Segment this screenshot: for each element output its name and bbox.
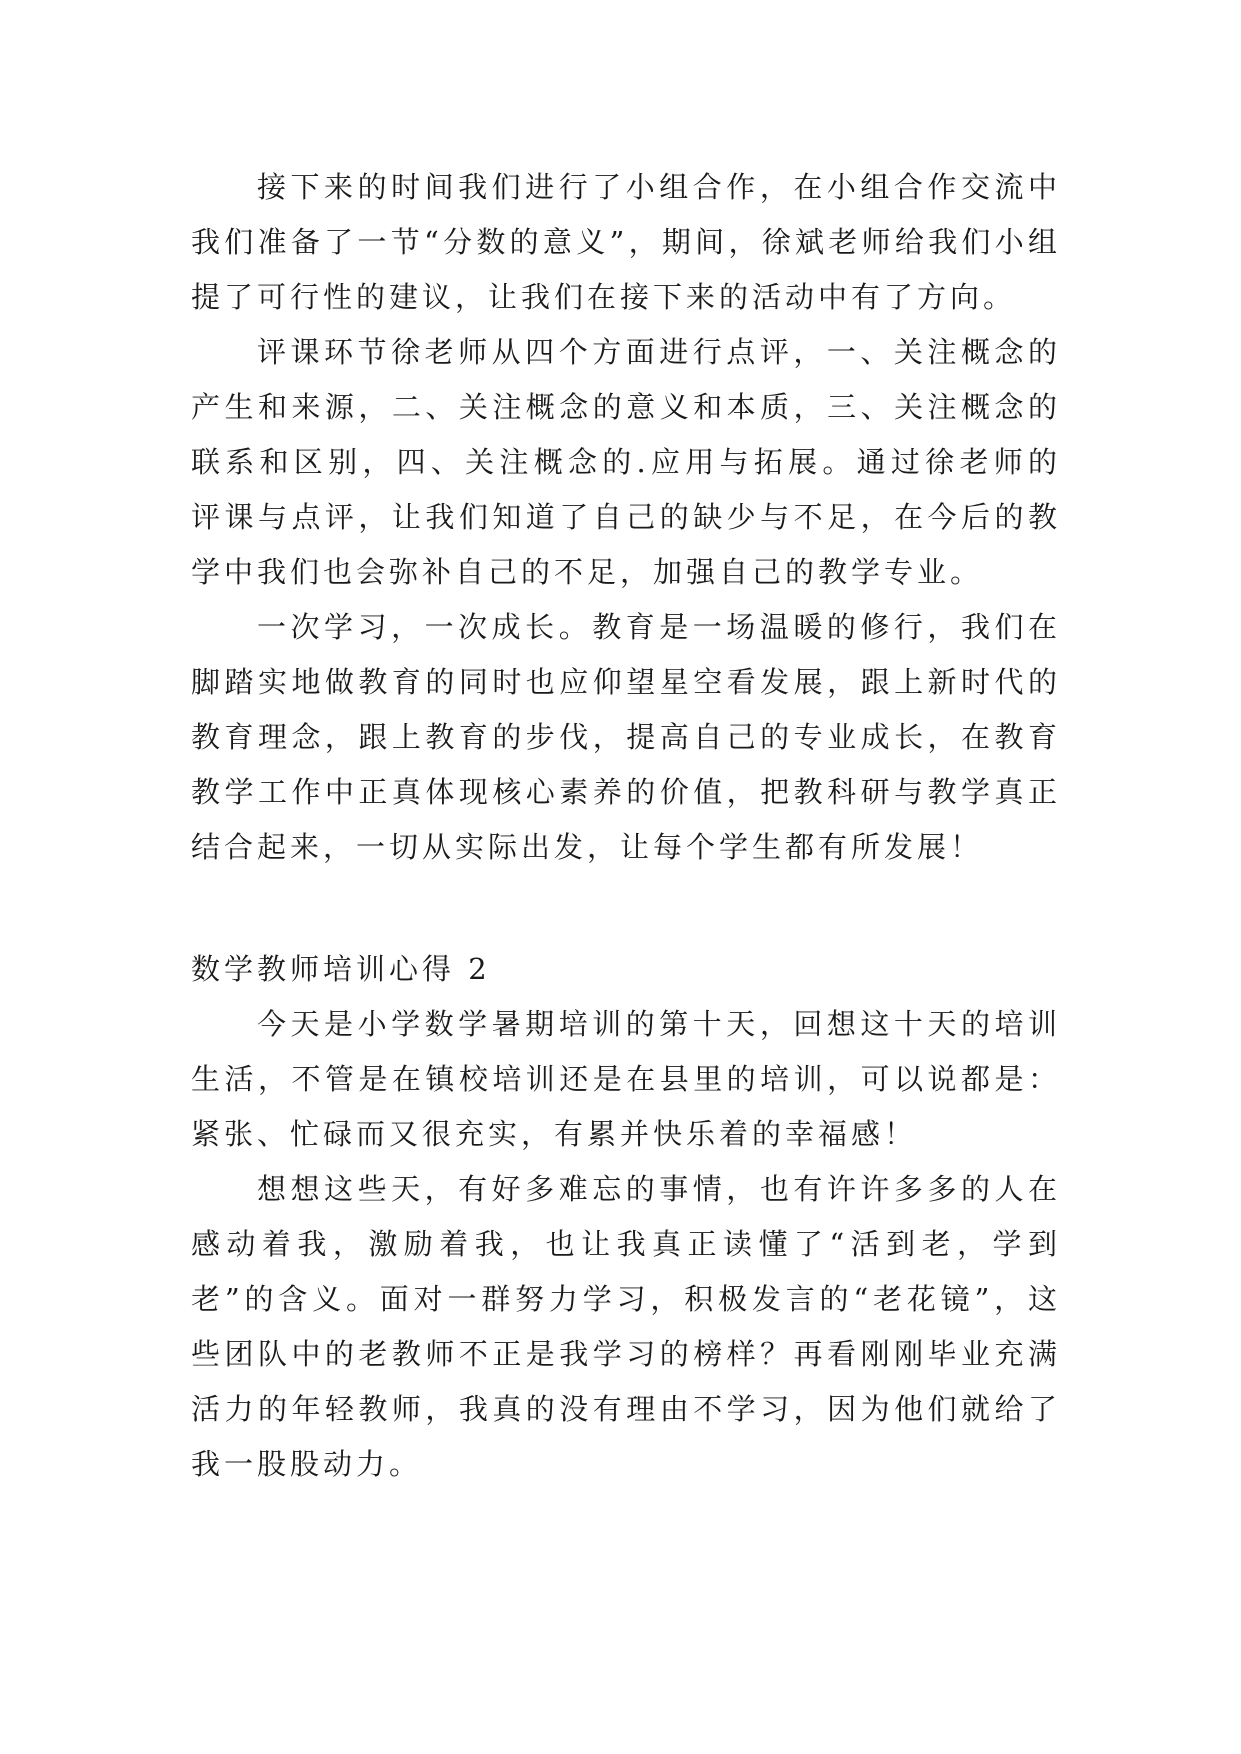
- paragraph-growth: 一次学习，一次成长。教育是一场温暖的修行，我们在脚踏实地做教育的同时也应仰望星空看发展，跟上新时代的教育理念，跟上教育的步伐，提高自己的专业成长，在教育教学工作中正真体现核心素养的价值，把教科研与教学真正结合起来，一切从实际出发，让每个学生都有所发展！: [191, 610, 1061, 864]
- paragraph-reflection: 想想这些天，有好多难忘的事情，也有许许多多的人在感动着我，激励着我，也让我真正读懂了“活到老，学到老”的含义。面对一群努力学习，积极发言的“老花镜”，这些团队中的老教师不正是我学习的榜样？再看刚刚毕业充满活力的年轻教师，我真的没有理由不学习，因为他们就给了我一股股动力。: [191, 1172, 1061, 1481]
- paragraph-group-work: 接下来的时间我们进行了小组合作，在小组合作交流中我们准备了一节“分数的意义”，期间，徐斌老师给我们小组提了可行性的建议，让我们在接下来的活动中有了方向。: [191, 170, 1061, 314]
- document-body: [191, 160, 1061, 1492]
- paragraph-lesson-review: 评课环节徐老师从四个方面进行点评，一、关注概念的产生和来源，二、关注概念的意义和本质，三、关注概念的联系和区别，四、关注概念的.应用与拓展。通过徐老师的评课与点评，让我们知道了自己的缺少与不足，在今后的教学中我们也会弥补自己的不足，加强自己的教学专业。: [191, 335, 1061, 589]
- paragraph-training-day: 今天是小学数学暑期培训的第十天，回想这十天的培训生活，不管是在镇校培训还是在县里的培训，可以说都是：紧张、忙碌而又很充实，有累并快乐着的幸福感！: [191, 1007, 1061, 1151]
- section-title: 数学教师培训心得 2: [191, 952, 491, 986]
